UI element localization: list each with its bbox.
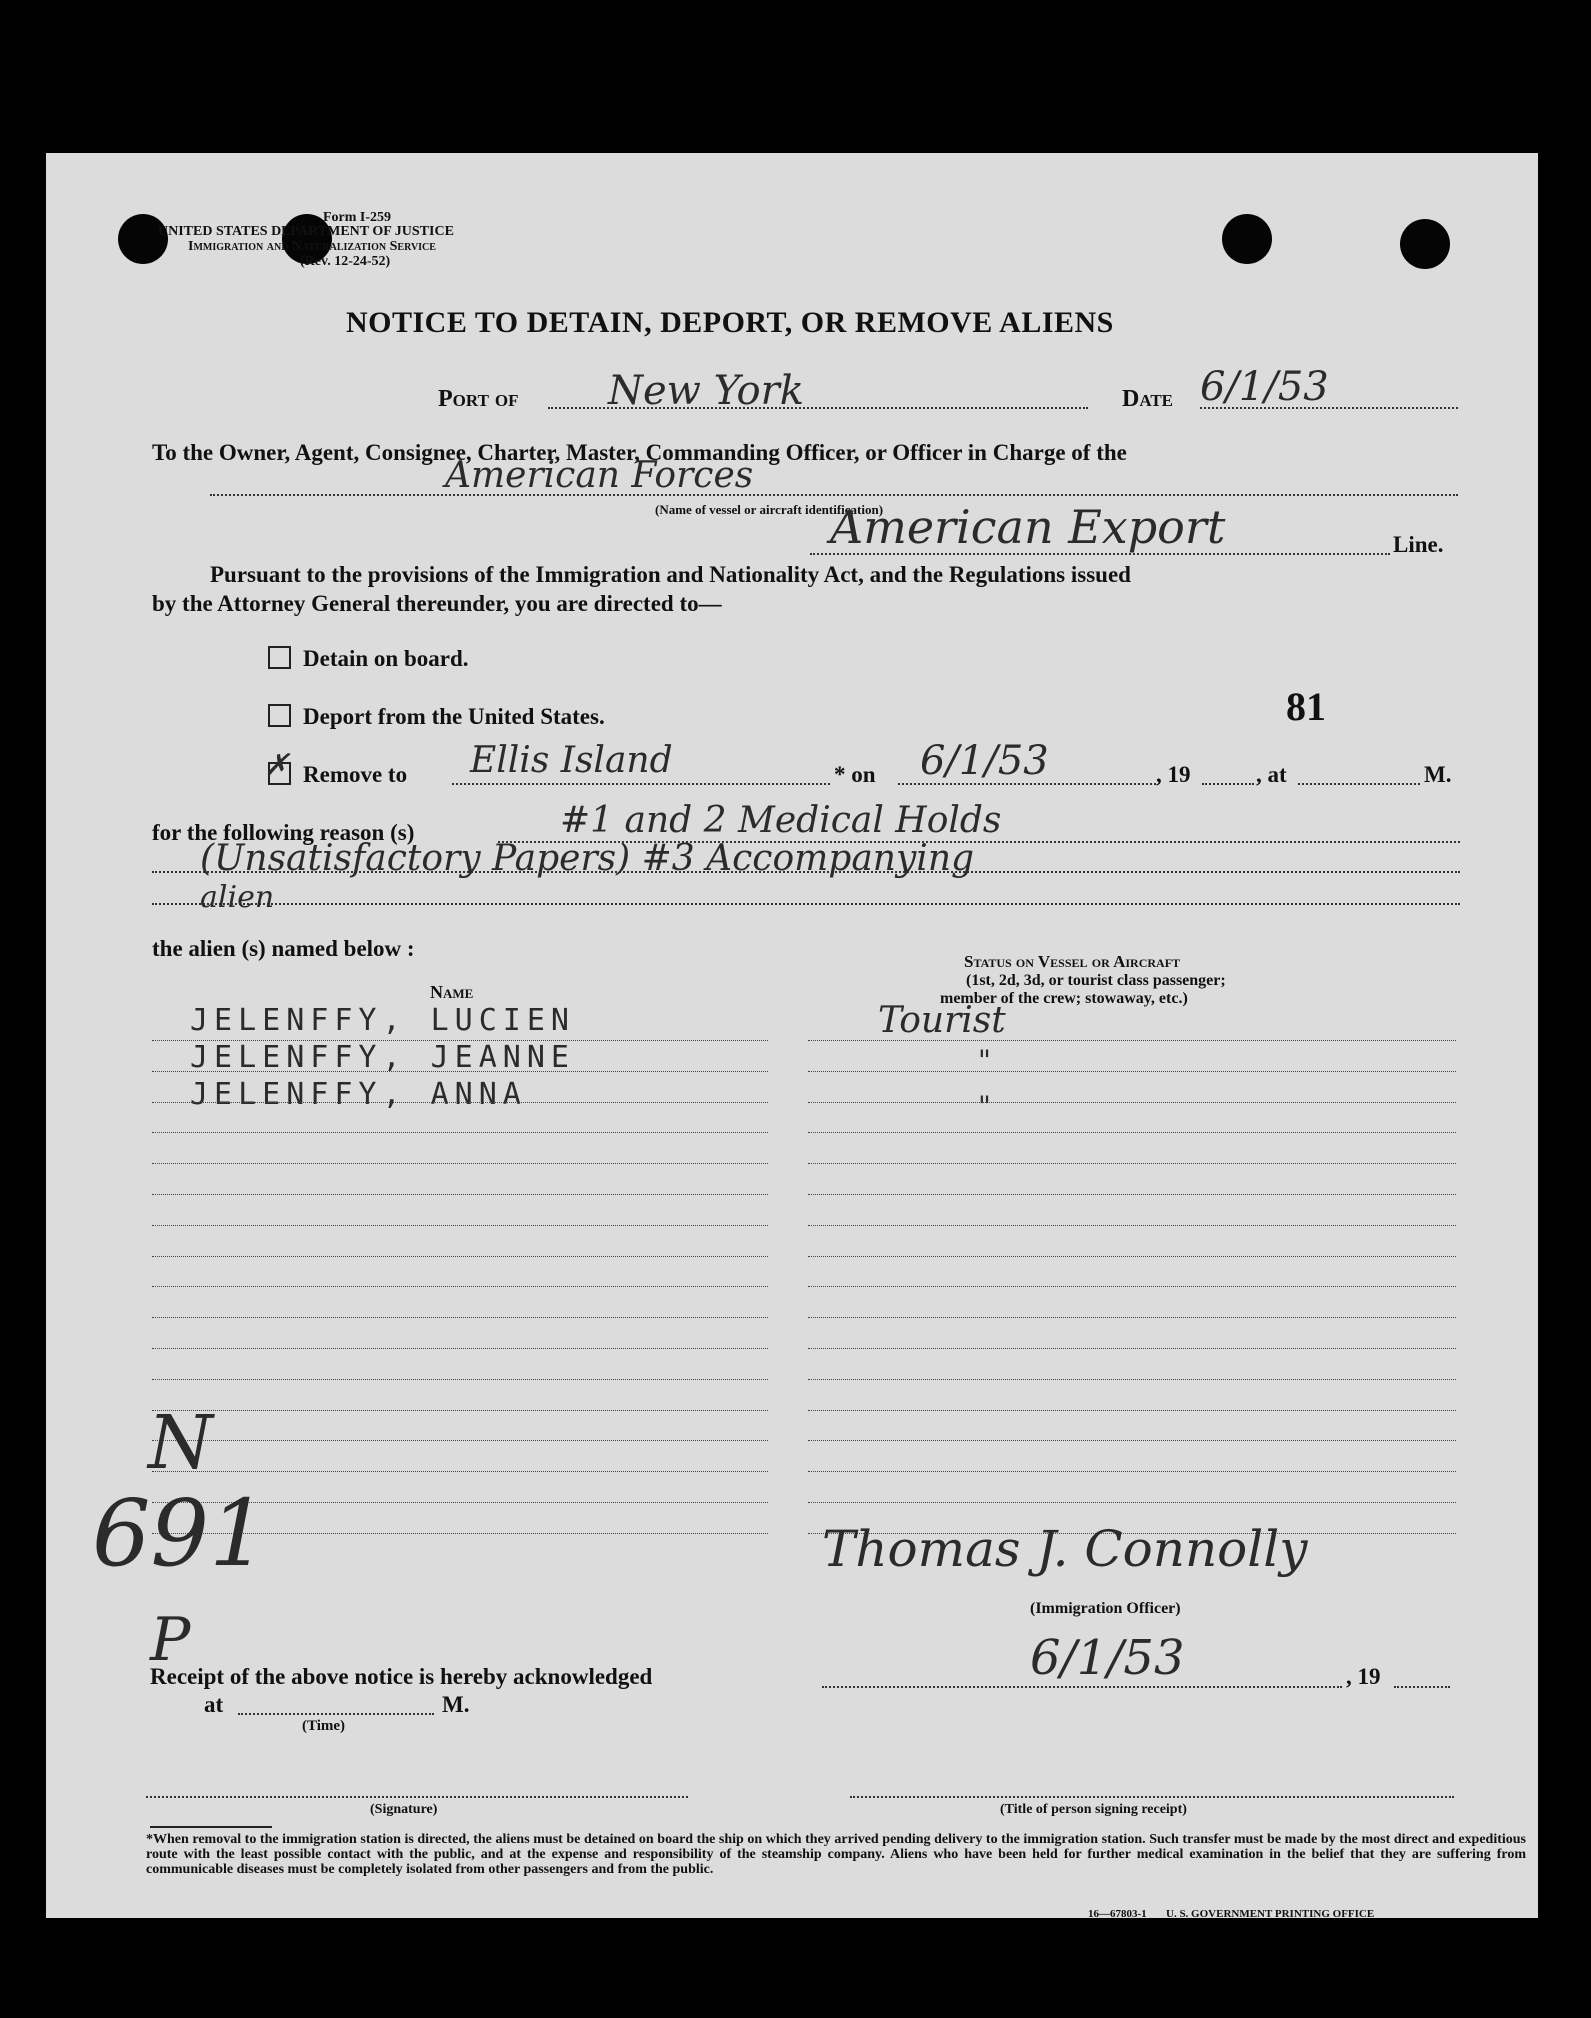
status-row-line [808, 1071, 1456, 1072]
signature-line [146, 1796, 688, 1798]
remove-checkbox[interactable] [264, 748, 291, 785]
page-title: NOTICE TO DETAIN, DEPORT, OR REMOVE ALIENS [346, 306, 1114, 339]
pursuant-line-1: Pursuant to the provisions of the Immigration and Nationality Act, and the Regulations issued [210, 562, 1131, 587]
status-row-line [808, 1040, 1456, 1041]
name-row-line [152, 1163, 768, 1164]
name-row-line [152, 1040, 768, 1041]
status-row-line [808, 1317, 1456, 1318]
agency-line-2: Immigration and Naturalization Service [188, 239, 436, 254]
alien-name-1: JELENFFY, LUCIEN [190, 1003, 575, 1038]
status-row-line [808, 1163, 1456, 1164]
status-row-line [808, 1502, 1456, 1503]
name-row-line [152, 1440, 768, 1441]
receipt-title-caption: (Title of person signing receipt) [1000, 1802, 1187, 1817]
name-row-line [152, 1194, 768, 1195]
remove-destination-line [452, 783, 830, 785]
status-row-line [808, 1440, 1456, 1441]
receipt-date-line [822, 1686, 1342, 1688]
date-value: 6/1/53 [1200, 364, 1329, 410]
status-row-line [808, 1379, 1456, 1380]
remove-destination: Ellis Island [470, 740, 673, 781]
remove-year-label: , 19 [1156, 762, 1191, 787]
alien-status-3: " [978, 1090, 991, 1123]
vessel-line [210, 494, 1458, 496]
status-header-line-1: (1st, 2d, 3d, or tourist class passenger; [966, 972, 1226, 989]
alien-status-2: " [978, 1044, 991, 1077]
name-row-line [152, 1071, 768, 1072]
aliens-label: the alien (s) named below : [152, 936, 415, 961]
line-label: Line. [1393, 532, 1444, 557]
alien-name-2: JELENFFY, JEANNE [190, 1040, 575, 1075]
footnote-rule [150, 1826, 272, 1828]
status-row-line [808, 1256, 1456, 1257]
pursuant-line-2: by the Attorney General thereunder, you are directed to— [152, 591, 722, 616]
remove-check-mark: ✗ [264, 748, 290, 783]
punch-hole-4 [1400, 219, 1450, 269]
margin-note-n: N [148, 1400, 213, 1486]
status-row-line [808, 1132, 1456, 1133]
status-row-line [808, 1348, 1456, 1349]
alien-name-3: JELENFFY, ANNA [190, 1077, 527, 1112]
addressee-text: To the Owner, Agent, Consignee, Charter, Master, Commanding Officer, or Officer in Charge of the [152, 440, 1127, 465]
receipt-time-line [238, 1713, 434, 1715]
option-detain[interactable] [268, 646, 469, 672]
form-number: Form I-259 [323, 210, 392, 225]
reasons-line-3 [152, 903, 1460, 905]
margin-note-p: P [150, 1605, 191, 1675]
receipt-date: 6/1/53 [1030, 1630, 1185, 1686]
receipt-title-line [850, 1796, 1454, 1798]
receipt-at-label: at [204, 1692, 224, 1717]
remove-at-label: , at [1256, 762, 1287, 787]
receipt-year-label: , 19 [1346, 1664, 1381, 1689]
receipt-year-line [1394, 1686, 1450, 1688]
name-row-line [152, 1256, 768, 1257]
name-row-line [152, 1102, 768, 1103]
detain-checkbox[interactable] [268, 646, 291, 669]
name-row-line [152, 1225, 768, 1226]
officer-signature: Thomas J. Connolly [822, 1520, 1308, 1578]
name-column-header: Name [430, 982, 474, 1002]
agency-line-1: UNITED STATES DEPARTMENT OF JUSTICE [158, 224, 454, 239]
line-value: American Export [830, 500, 1226, 554]
deport-label: Deport from the United States. [303, 704, 605, 729]
reason-text-1: #1 and 2 Medical Holds [560, 800, 1002, 841]
remove-on-label: * on [834, 762, 876, 787]
port-label: Port of [438, 386, 519, 412]
receipt-m-label: M. [442, 1692, 470, 1717]
footnote: *When removal to the immigration station is directed, the aliens must be detained on board the ship on which they arrived pending delivery to the immigration station. Such transfer must be made by the most direct and expeditious route with the least possible contact with the public, and at the expense and responsibility of the steamship company. Aliens who have been held for further medical examination in the belief that they are suffering from communicable diseases must be completely isolated from other passengers and from the public. [146, 1832, 1526, 1877]
time-caption: (Time) [302, 1718, 346, 1734]
vessel-caption: (Name of vessel or aircraft identification) [655, 502, 884, 517]
status-row-line [808, 1286, 1456, 1287]
reason-text-2: (Unsatisfactory Papers) #3 Accompanying [200, 838, 975, 879]
name-row-line [152, 1348, 768, 1349]
status-header-line-2: member of the crew; stowaway, etc.) [940, 990, 1188, 1007]
punch-hole-3 [1222, 214, 1272, 264]
name-row-line [152, 1286, 768, 1287]
remove-m-label: M. [1424, 762, 1452, 787]
remove-date: 6/1/53 [920, 738, 1049, 784]
name-row-line [152, 1317, 768, 1318]
name-row-line [152, 1410, 768, 1411]
printer-name: U. S. GOVERNMENT PRINTING OFFICE [1166, 1908, 1375, 1920]
name-row-line [152, 1132, 768, 1133]
reasons-label: for the following reason (s) [152, 820, 415, 845]
reason-text-3: alien [200, 880, 275, 915]
option-deport[interactable] [268, 704, 605, 730]
receipt-text: Receipt of the above notice is hereby acknowledged [150, 1664, 653, 1689]
margin-note-number: 691 [92, 1480, 268, 1587]
port-value: New York [608, 368, 804, 414]
status-row-line [808, 1471, 1456, 1472]
name-row-line [152, 1471, 768, 1472]
vessel-value: American Forces [445, 455, 754, 496]
remove-year-line [1202, 783, 1254, 785]
option-remove[interactable] [264, 748, 408, 788]
print-code: 16—67803-1 [1088, 1908, 1147, 1920]
status-column-header: Status on Vessel or Aircraft [964, 952, 1181, 971]
status-row-line [808, 1194, 1456, 1195]
status-row-line [808, 1225, 1456, 1226]
remove-label: Remove to [303, 762, 408, 787]
alien-status-1: Tourist [878, 1000, 1006, 1041]
officer-caption: (Immigration Officer) [1030, 1600, 1181, 1617]
name-row-line [152, 1379, 768, 1380]
deport-checkbox[interactable] [268, 704, 291, 727]
status-row-line [808, 1410, 1456, 1411]
signature-caption: (Signature) [370, 1802, 438, 1817]
status-row-line [808, 1102, 1456, 1103]
punch-hole-1 [118, 214, 168, 264]
date-label: Date [1122, 386, 1174, 412]
remove-time-line [1298, 783, 1420, 785]
stamp-number: 81 [1286, 684, 1326, 729]
detain-label: Detain on board. [303, 646, 469, 671]
revision: (Rev. 12-24-52) [300, 254, 391, 269]
